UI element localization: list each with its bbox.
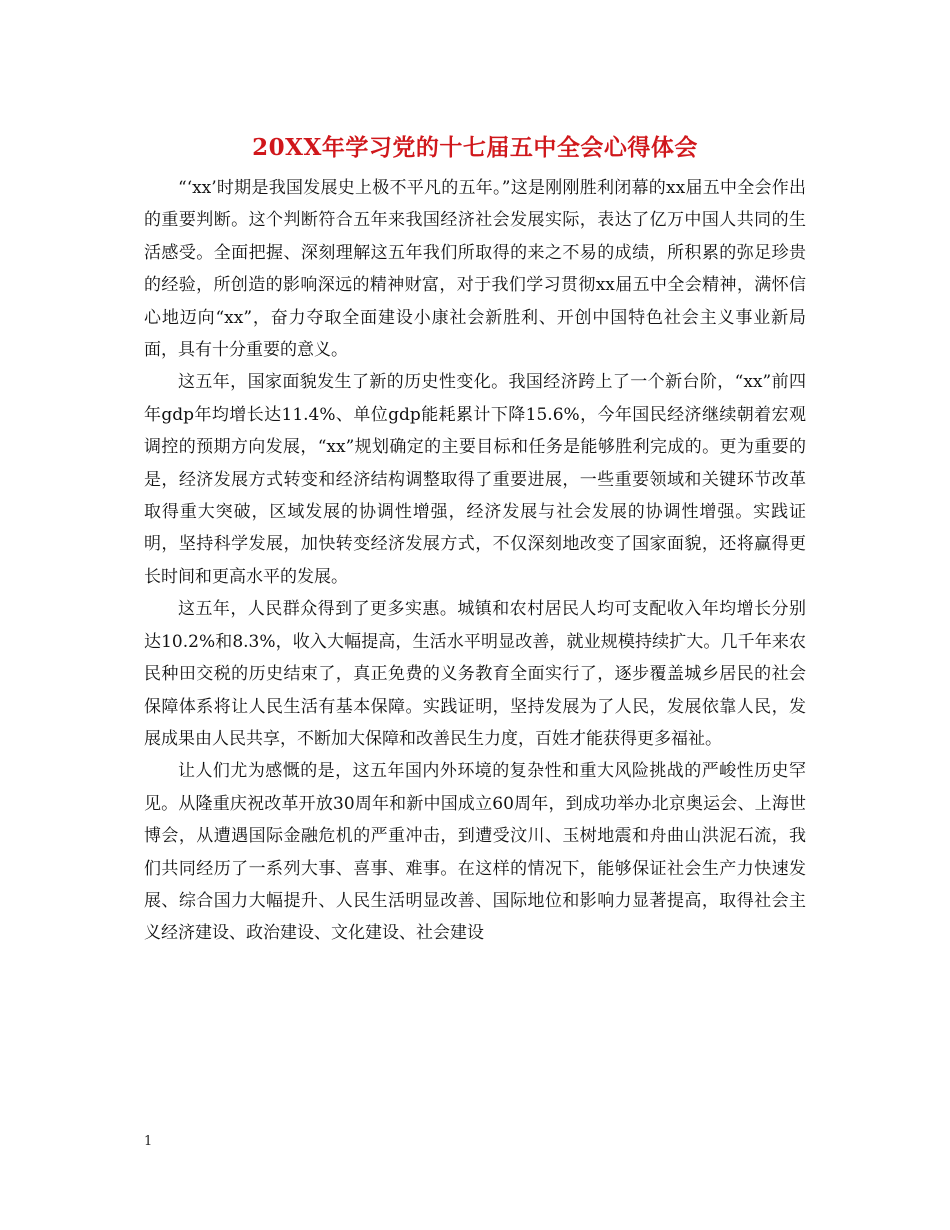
- document-body: [144, 172, 806, 950]
- document-title: 20XX年学习党的十七届五中全会心得体会: [252, 134, 698, 161]
- paragraph: “‘xx’时期是我国发展史上极不平凡的五年。”这是刚刚胜利闭幕的xx届五中全会作出的重要判断。这个判断符合五年来我国经济社会发展实际，表达了亿万中国人共同的生活感受。全面把握、深刻理解这五年我们所取得的来之不易的成绩，所积累的弥足珍贵的经验，所创造的影响深远的精神财富，对于我们学习贯彻xx届五中全会精神，满怀信心地迈向“xx”，奋力夺取全面建设小康社会新胜利、开创中国特色社会主义事业新局面，具有十分重要的意义。: [144, 178, 806, 361]
- paragraph: 这五年，人民群众得到了更多实惠。城镇和农村居民人均可支配收入年均增长分别达10.2%和8.3%，收入大幅提高，生活水平明显改善，就业规模持续扩大。几千年来农民种田交税的历史结束了，真正免费的义务教育全面实行了，逐步覆盖城乡居民的社会保障体系将让人民生活有基本保障。实践证明，坚持发展为了人民，发展依靠人民，发展成果由人民共享，不断加大保障和改善民生力度，百姓才能获得更多福祉。: [144, 599, 806, 749]
- paragraph: 这五年，国家面貌发生了新的历史性变化。我国经济跨上了一个新台阶，“xx”前四年gdp年均增长达11.4%、单位gdp能耗累计下降15.6%，今年国民经济继续朝着宏观调控的预期方向发展，“xx”规划确定的主要目标和任务是能够胜利完成的。更为重要的是，经济发展方式转变和经济结构调整取得了重要进展，一些重要领域和关键环节改革取得重大突破，区域发展的协调性增强，经济发展与社会发展的协调性增强。实践证明，坚持科学发展，加快转变经济发展方式，不仅深刻地改变了国家面貌，还将赢得更长时间和更高水平的发展。: [144, 372, 806, 587]
- paragraph: 让人们尤为感慨的是，这五年国内外环境的复杂性和重大风险挑战的严峻性历史罕见。从隆重庆祝改革开放30周年和新中国成立60周年，到成功举办北京奥运会、上海世博会，从遭遇国际金融危机的严重冲击，到遭受汶川、玉树地震和舟曲山洪泥石流，我们共同经历了一系列大事、喜事、难事。在这样的情况下，能够保证社会生产力快速发展、综合国力大幅提升、人民生活明显改善、国际地位和影响力显著提高，取得社会主义经济建设、政治建设、文化建设、社会建设: [144, 761, 806, 944]
- page-number: 1: [144, 1134, 153, 1149]
